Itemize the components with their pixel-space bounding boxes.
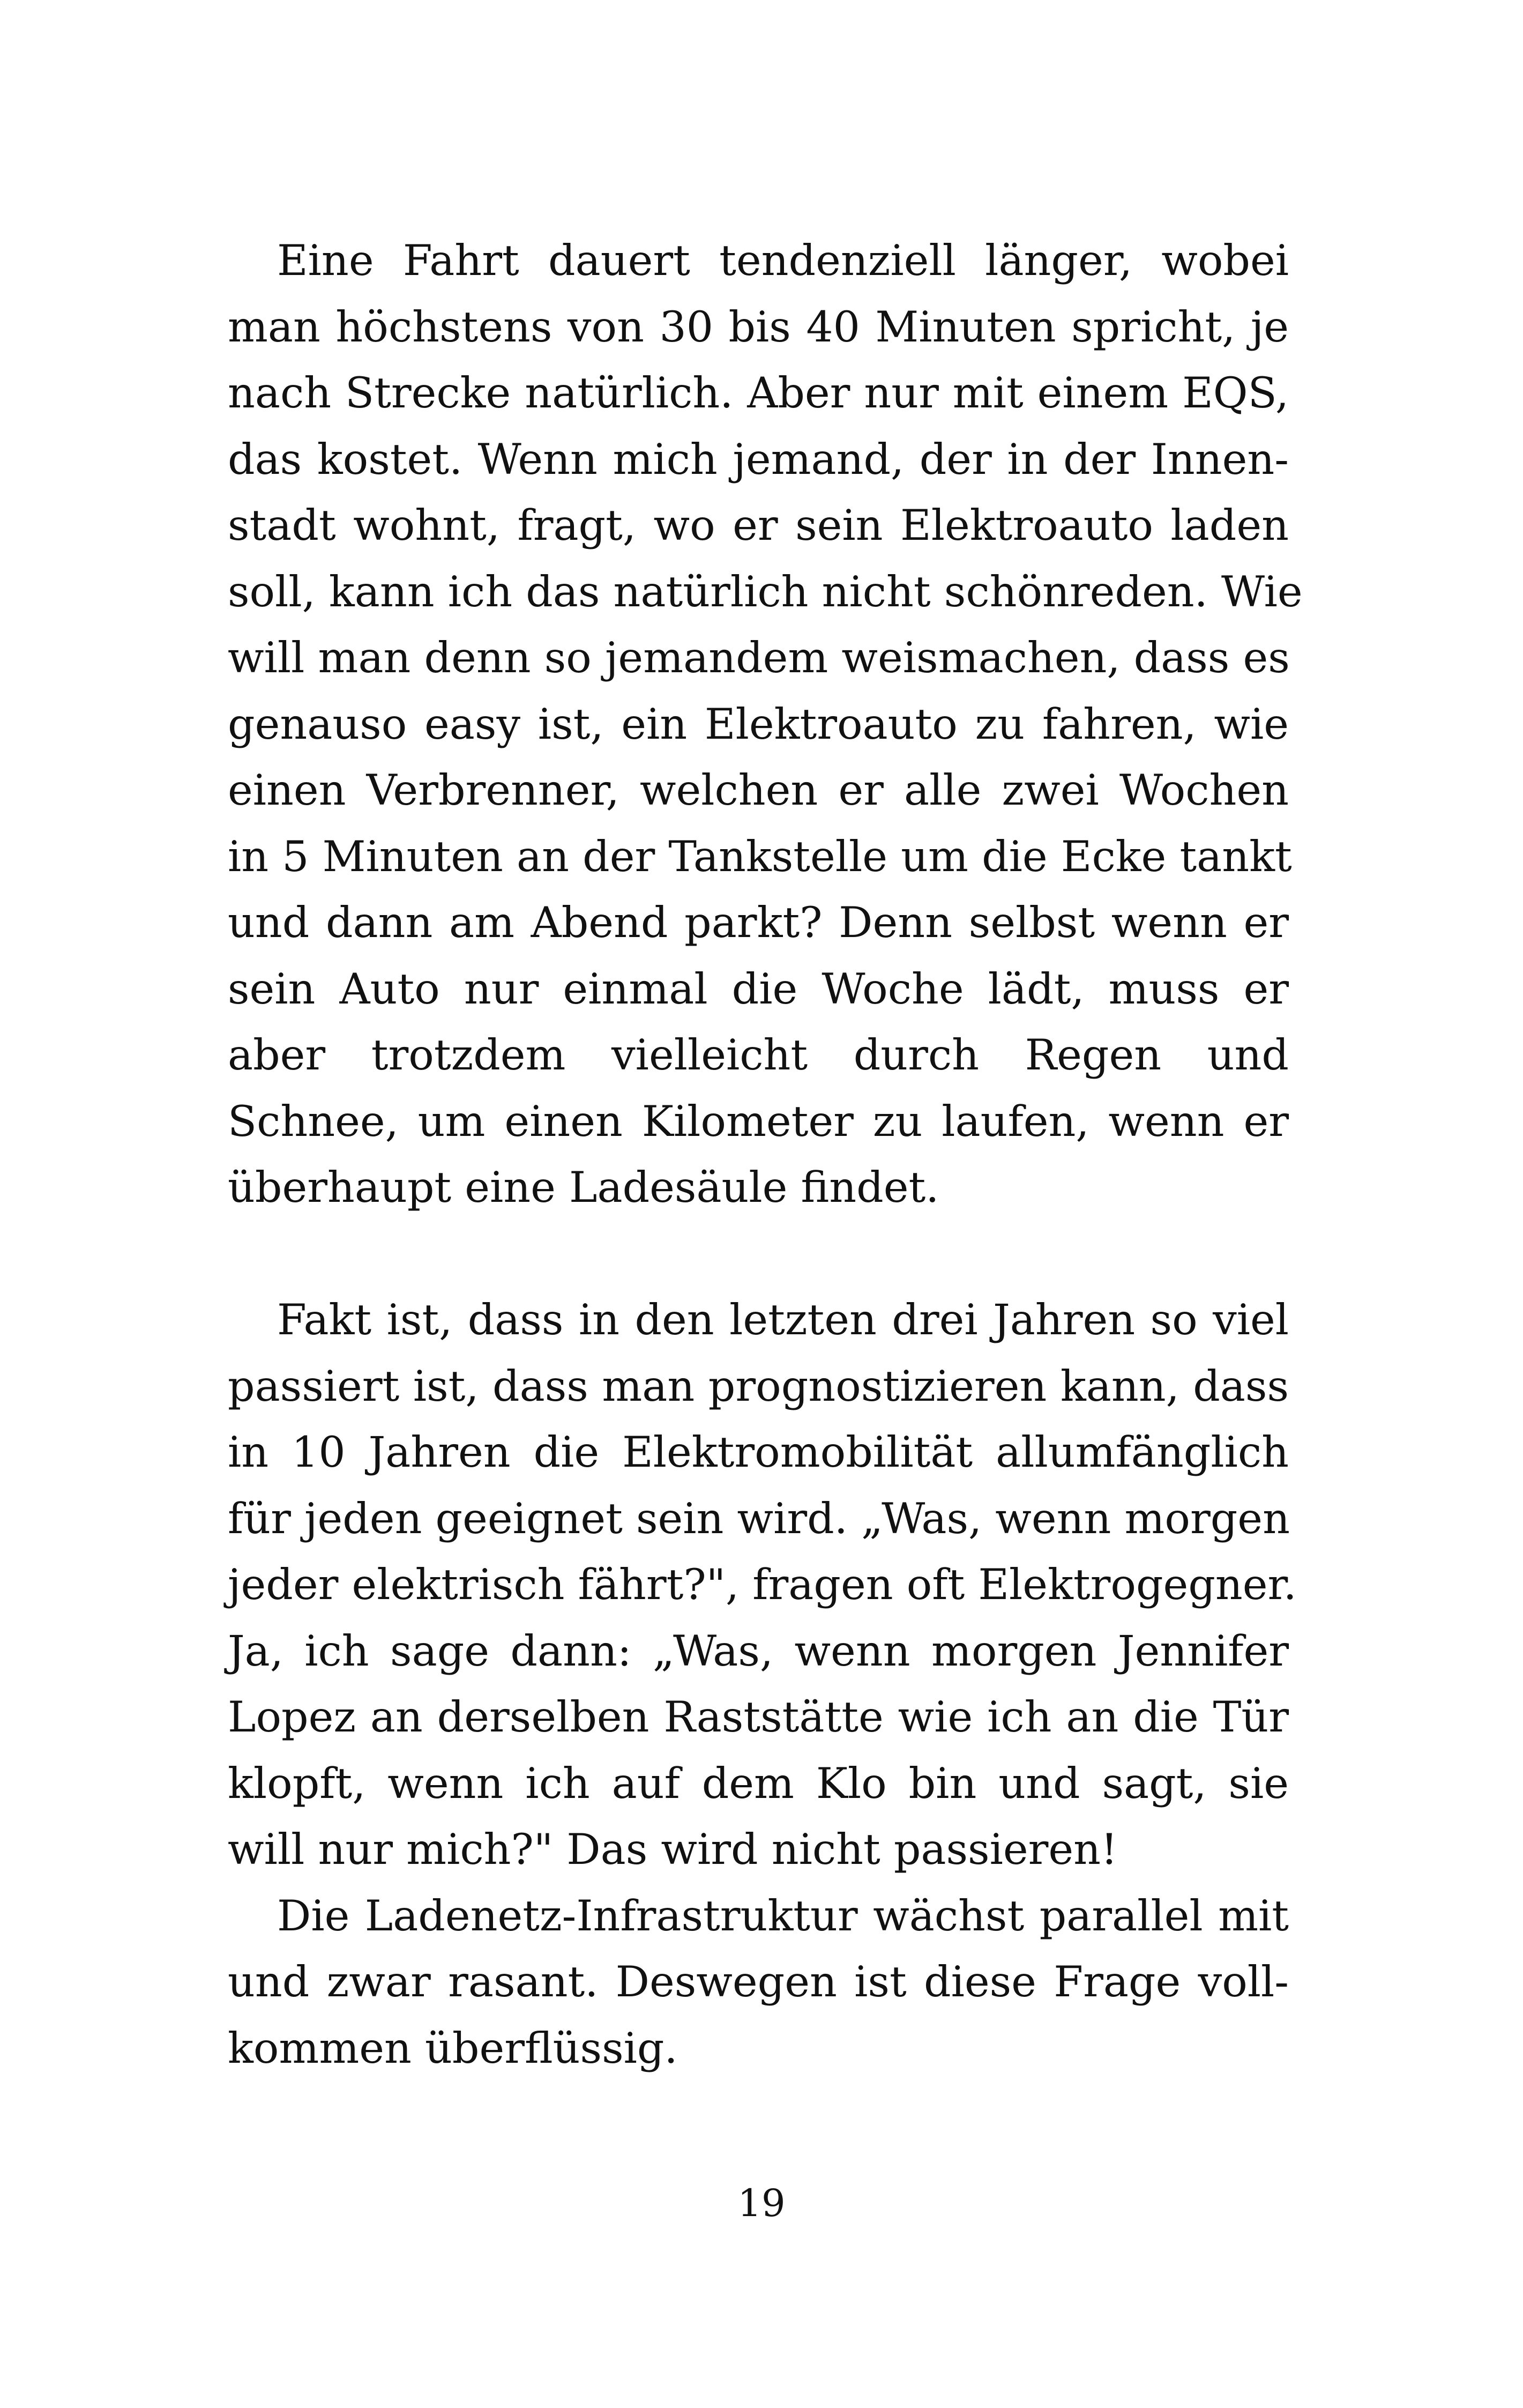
text-line: überhaupt eine Ladesäule findet. — [228, 1163, 939, 1212]
text-line: sein Auto nur einmal die Woche lädt, muss er — [228, 964, 1289, 1014]
text-line: und dann am Abend parkt? Denn selbst wenn er — [228, 898, 1289, 947]
text-line: Schnee, um einen Kilometer zu laufen, wenn er — [228, 1096, 1289, 1146]
text-line: nach Strecke natürlich. Aber nur mit einem EQS, — [228, 368, 1289, 418]
text-line: einen Verbrenner, welchen er alle zwei Wochen — [228, 765, 1289, 815]
body-text — [228, 228, 1303, 2082]
text-line: Die Ladenetz-Infrastruktur wächst parallel mit — [277, 1891, 1289, 1941]
text-line: genauso easy ist, ein Elektroauto zu fahren, wie — [228, 699, 1289, 749]
text-line: klopft, wenn ich auf dem Klo bin und sagt, sie — [228, 1758, 1289, 1808]
text-line: in 5 Minuten an der Tankstelle um die Ecke tankt — [228, 831, 1292, 881]
text-line: Fakt ist, dass in den letzten drei Jahren so viel — [277, 1295, 1289, 1344]
page-number: 19 — [737, 2181, 786, 2225]
text-line: aber trotzdem vielleicht durch Regen und — [228, 1030, 1289, 1080]
text-line: will man denn so jemandem weismachen, dass es — [228, 633, 1290, 682]
text-line: Ja, ich sage dann: „Was, wenn morgen Jennifer — [228, 1626, 1289, 1676]
text-line: passiert ist, dass man prognostizieren kann, dass — [228, 1361, 1289, 1411]
text-line: will nur mich?" Das wird nicht passieren! — [228, 1825, 1118, 1874]
text-line: in 10 Jahren die Elektromobilität allumfänglich — [228, 1428, 1289, 1477]
text-line: das kostet. Wenn mich jemand, der in der Innen- — [228, 434, 1289, 484]
text-line: jeder elektrisch fährt?", fragen oft Elektrogegner. — [228, 1560, 1297, 1609]
paragraph-gap — [228, 1221, 1289, 1288]
text-line: kommen überflüssig. — [228, 2023, 678, 2073]
text-line: soll, kann ich das natürlich nicht schönreden. Wie — [228, 567, 1303, 616]
text-line: Eine Fahrt dauert tendenziell länger, wobei — [277, 236, 1289, 285]
text-line: für jeden geeignet sein wird. „Was, wenn morgen — [228, 1493, 1290, 1543]
text-line: und zwar rasant. Deswegen ist diese Frage voll- — [228, 1957, 1289, 2006]
text-line: man höchstens von 30 bis 40 Minuten spricht, je — [228, 302, 1289, 352]
text-line: Lopez an derselben Raststätte wie ich an die Tür — [228, 1692, 1289, 1742]
text-line: stadt wohnt, fragt, wo er sein Elektroauto laden — [228, 501, 1289, 550]
